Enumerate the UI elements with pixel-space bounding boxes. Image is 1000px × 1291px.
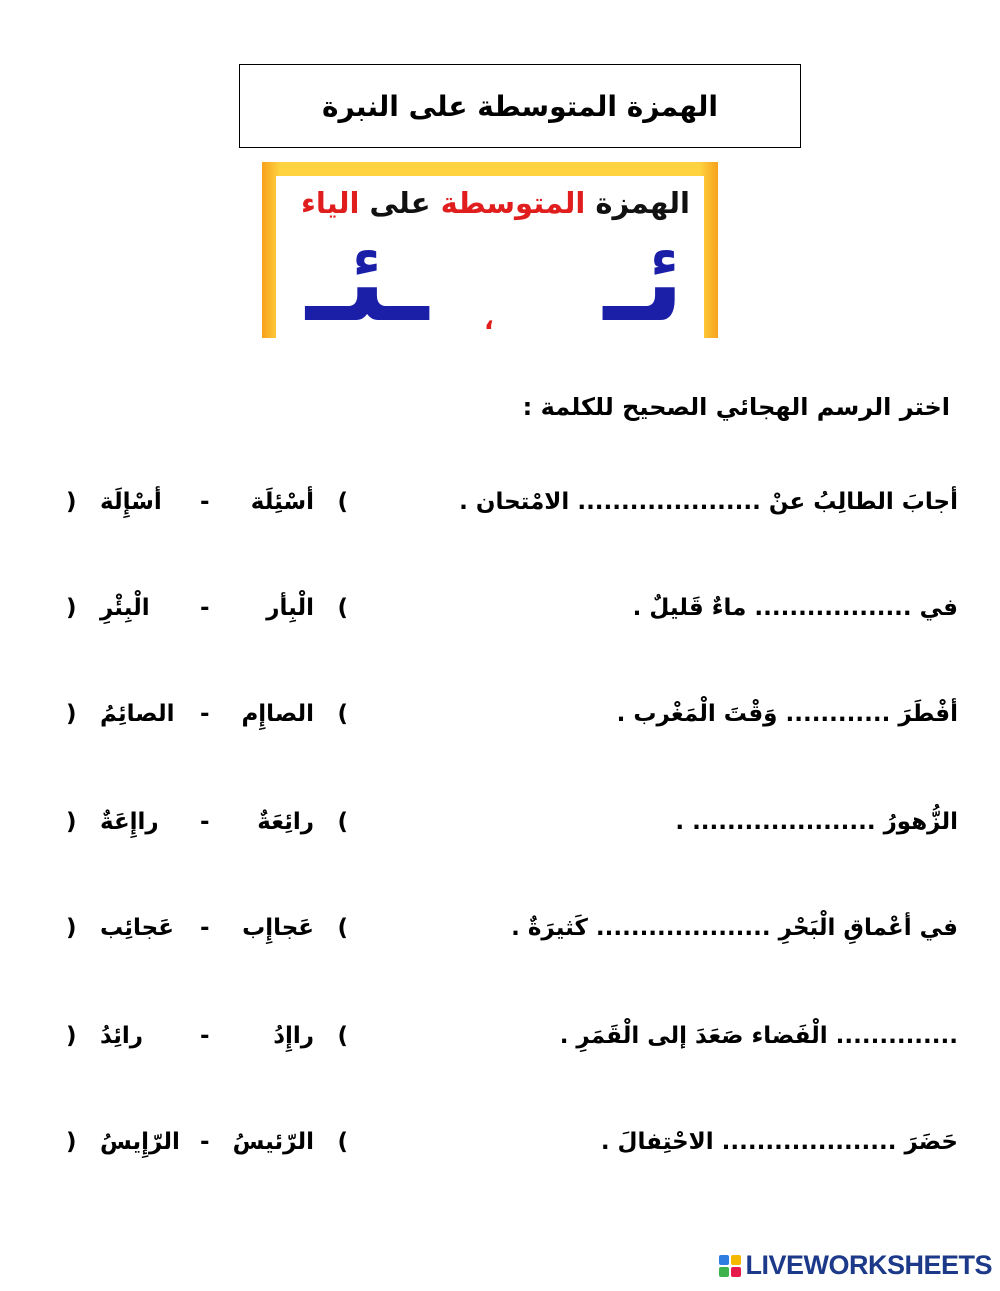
question-sentence: في .................. ماءٌ قَليلٌ . — [632, 595, 958, 621]
paren-open: ( — [337, 489, 348, 515]
dash-separator: - — [200, 701, 210, 727]
paren-close: ) — [66, 915, 77, 941]
dash-separator: - — [200, 595, 210, 621]
question-sentence: .............. الْفَضاء صَعَدَ إلى الْقَمَرِ . — [559, 1023, 958, 1049]
paren-close: ) — [66, 809, 77, 835]
paren-open: ( — [337, 915, 348, 941]
question-sentence: الزُّهورُ ..................... . — [675, 809, 958, 835]
brand-name: LIVEWORKSHEETS — [745, 1250, 992, 1280]
paren-close: ) — [66, 1129, 77, 1155]
question-row — [0, 489, 1000, 529]
dash-separator: - — [200, 489, 210, 515]
paren-open: ( — [337, 1023, 348, 1049]
banner-word-1: الهمزة — [595, 186, 690, 220]
banner-image — [262, 162, 718, 347]
paren-close: ) — [66, 489, 77, 515]
paren-open: ( — [337, 701, 348, 727]
banner-inner — [276, 176, 704, 347]
banner-word-4: الياء — [301, 186, 360, 220]
instruction: اختر الرسم الهجائي الصحيح للكلمة : — [522, 393, 950, 421]
question-sentence: حَضَرَ .................... الاحْتِفالَ . — [600, 1129, 958, 1155]
title-box — [239, 64, 801, 148]
answer-option[interactable]: الرّإِيسُ — [100, 1129, 180, 1155]
paren-open: ( — [337, 809, 348, 835]
answer-option[interactable]: راإِعَةٌ — [100, 809, 159, 835]
answer-choices — [66, 701, 348, 741]
banner-word-2: المتوسطة — [440, 186, 586, 220]
paren-close: ) — [66, 595, 77, 621]
dash-separator: - — [200, 1023, 210, 1049]
question-row — [0, 1129, 1000, 1169]
answer-choices — [66, 489, 348, 529]
page-title: الهمزة المتوسطة على النبرة — [321, 89, 719, 123]
banner-letter-medial: ـئـ — [306, 217, 429, 347]
answer-option[interactable]: راإِدُ — [273, 1023, 314, 1049]
question-row — [0, 915, 1000, 955]
question-sentence: في أعْماقِ الْبَحْرِ .................... كَثيرَةٌ . — [511, 915, 958, 941]
answer-choices — [66, 595, 348, 635]
banner-letter-initial: ئـ — [603, 217, 684, 347]
banner-word-3: على — [369, 186, 431, 220]
paren-close: ) — [66, 1023, 77, 1049]
answer-option[interactable]: الصاإِم — [241, 701, 314, 727]
answer-option[interactable]: رائِدُ — [100, 1023, 144, 1049]
question-sentence: أفْطَرَ ............ وَقْتَ الْمَغْرب . — [616, 701, 958, 727]
question-row — [0, 809, 1000, 849]
dash-separator: - — [200, 1129, 210, 1155]
dash-separator: - — [200, 915, 210, 941]
liveworksheets-logo[interactable] — [719, 1250, 992, 1281]
answer-option[interactable]: الْبِئْرِ — [100, 595, 150, 621]
paren-close: ) — [66, 701, 77, 727]
banner-comma: ، — [484, 306, 494, 336]
paren-open: ( — [337, 1129, 348, 1155]
question-row — [0, 595, 1000, 635]
answer-choices — [66, 915, 348, 955]
answer-option[interactable]: رائِعَةٌ — [257, 809, 314, 835]
answer-option[interactable]: عَجاإِب — [242, 915, 314, 941]
answer-option[interactable]: الصائِمُ — [100, 701, 175, 727]
answer-choices — [66, 1023, 348, 1063]
answer-choices — [66, 809, 348, 849]
liveworksheets-icon — [719, 1255, 741, 1277]
answer-option[interactable]: الرّئيسُ — [232, 1129, 314, 1155]
paren-open: ( — [337, 595, 348, 621]
answer-option[interactable]: الْبِأر — [266, 595, 314, 621]
dash-separator: - — [200, 809, 210, 835]
answer-option[interactable]: عَجائِب — [100, 915, 174, 941]
banner-heading — [301, 186, 690, 220]
question-sentence: أجابَ الطالِبُ عنْ ..................... الامْتحان . — [459, 489, 958, 515]
answer-option[interactable]: أسْئِلَة — [250, 489, 314, 515]
answer-choices — [66, 1129, 348, 1169]
question-row — [0, 1023, 1000, 1063]
question-row — [0, 701, 1000, 741]
answer-option[interactable]: أسْإِلَة — [100, 489, 162, 515]
